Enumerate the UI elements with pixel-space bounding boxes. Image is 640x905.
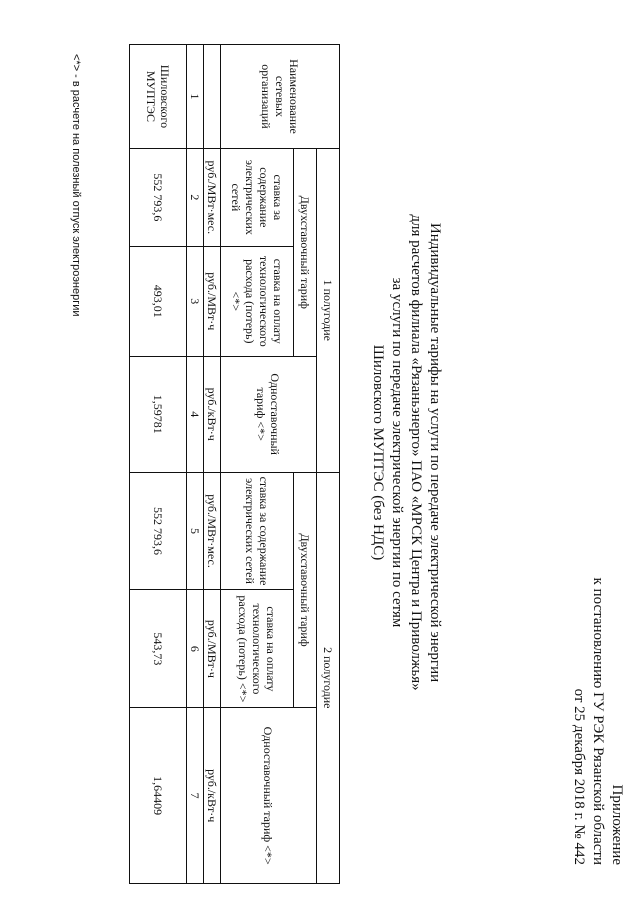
header-losses-1: ставка на оплату технологического расхода (потерь) <*> bbox=[221, 246, 294, 356]
approval-header bbox=[569, 578, 626, 865]
unit-cell: руб./кВт·ч bbox=[204, 356, 221, 472]
title-line-1: Индивидуальные тарифы на услуги по передаче электрической энергии bbox=[427, 222, 443, 683]
value-cell: 1,59781 bbox=[130, 356, 187, 472]
header-half-2: 2 полугодие bbox=[317, 472, 340, 883]
header-single-rate-2: Одноставочный тариф <*> bbox=[221, 708, 317, 884]
header-losses-2: ставка на оплату технологического расхода (потерь) <*> bbox=[221, 590, 294, 708]
column-number: 7 bbox=[187, 708, 204, 884]
value-cell: 552 793,6 bbox=[130, 148, 187, 246]
appendix-label: Приложение bbox=[609, 784, 625, 865]
unit-cell bbox=[204, 45, 221, 149]
header-half-1: 1 полугодие bbox=[317, 148, 340, 472]
table-column-numbers bbox=[187, 45, 204, 884]
unit-cell: руб./кВт·ч bbox=[204, 708, 221, 884]
column-number: 2 bbox=[187, 148, 204, 246]
value-cell: 543,73 bbox=[130, 590, 187, 708]
document-title bbox=[368, 0, 444, 905]
resolution-date: от 25 декабря 2018 г. № 442 bbox=[571, 688, 587, 865]
resolution-reference: к постановлению ГУ РЭК Рязанской области bbox=[590, 577, 606, 865]
header-maintenance-2: ставка за содержание электрических сетей bbox=[221, 472, 294, 590]
unit-cell: руб./МВт·мес. bbox=[204, 148, 221, 246]
unit-cell: руб./МВт·ч bbox=[204, 246, 221, 356]
value-cell: 493,01 bbox=[130, 246, 187, 356]
table-units-row bbox=[204, 45, 221, 884]
value-cell: 552 793,6 bbox=[130, 472, 187, 590]
header-two-part-2: Двухставочный тариф bbox=[294, 472, 317, 708]
column-number: 1 bbox=[187, 45, 204, 149]
column-number: 4 bbox=[187, 356, 204, 472]
column-number: 3 bbox=[187, 246, 204, 356]
title-line-3: за услуги по передаче электрической энергии по сетям bbox=[389, 277, 405, 628]
header-maintenance-1: ставка за содержание электрических сетей bbox=[221, 148, 294, 246]
unit-cell: руб./МВт·мес. bbox=[204, 472, 221, 590]
header-single-rate-1: Одноставочный тариф <*> bbox=[221, 356, 317, 472]
unit-cell: руб./МВт·ч bbox=[204, 590, 221, 708]
header-org-name: Наименование сетевых организаций bbox=[221, 45, 340, 149]
column-number: 6 bbox=[187, 590, 204, 708]
table-header-row bbox=[317, 45, 340, 884]
title-line-4: Шиловского МУПТЭС (без НДС) bbox=[370, 344, 386, 561]
table-row bbox=[130, 45, 187, 884]
org-name-cell: Шиловского МУПТЭС bbox=[130, 45, 187, 149]
tariff-table bbox=[129, 44, 340, 884]
footnote: <*> - в расчете на полезный отпуск электроэнергии bbox=[70, 54, 82, 317]
title-line-2: для расчетов филиала «Рязаньэнерго» ПАО «МРСК Центра и Приволжья» bbox=[408, 214, 424, 691]
value-cell: 1,64409 bbox=[130, 708, 187, 884]
header-two-part-1: Двухставочный тариф bbox=[294, 148, 317, 356]
table-header-row bbox=[294, 45, 317, 884]
column-number: 5 bbox=[187, 472, 204, 590]
